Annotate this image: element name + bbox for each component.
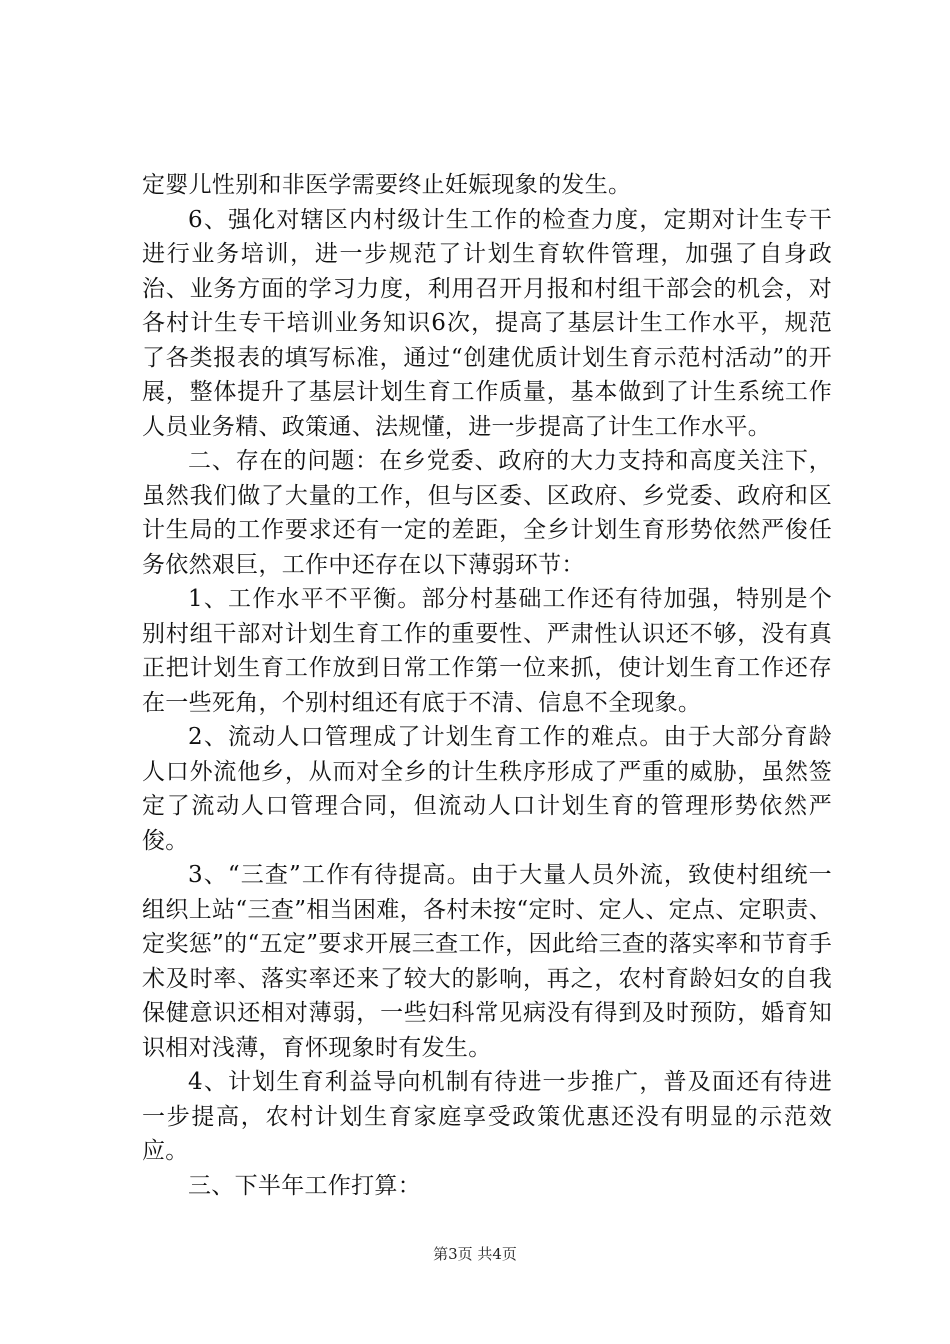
paragraph-section-3-heading: 三、下半年工作打算： <box>188 1172 421 1199</box>
paragraph-problem-1: 1、工作水平不平衡。部分村基础工作还有待加强，特别是个别村组干部对计划生育工作的重要性、严肃性认识还不够，没有真正把计划生育工作放到日常工作第一位来抓，使计划生育工作还存在一些死角，个别村组还有底于不清、信息不全现象。 <box>142 586 832 716</box>
paragraph-problem-4: 4、计划生育利益导向机制有待进一步推广，普及面还有待进一步提高，农村计划生育家庭享受政策优惠还没有明显的示范效应。 <box>142 1069 832 1164</box>
paragraph-continuation: 定婴儿性别和非医学需要终止妊娠现象的发生。 <box>142 172 632 198</box>
page-number-footer: 第3页 共4页 <box>433 1245 517 1263</box>
paragraph-section-2-heading: 二、存在的问题：在乡党委、政府的大力支持和高度关注下，虽然我们做了大量的工作，但与区委、区政府、乡党委、政府和区计生局的工作要求还有一定的差距，全乡计划生育形势依然严俊任务依然艰巨，工作中还存在以下薄弱环节： <box>142 448 832 578</box>
paragraph-problem-3: 3、“三查”工作有待提高。由于大量人员外流，致使村组统一组织上站“三查”相当困难，各村未按“定时、定人、定点、定职责、定奖惩”的“五定”要求开展三查工作，因此给三查的落实率和节育手术及时率、落实率还来了较大的影响，再之，农村育龄妇女的自我保健意识还相对薄弱，一些妇科常见病没有得到及时预防，婚育知识相对浅薄，育怀现象时有发生。 <box>142 862 832 1061</box>
paragraph-problem-2: 2、流动人口管理成了计划生育工作的难点。由于大部分育龄人口外流他乡，从而对全乡的计生秩序形成了严重的威胁，虽然签定了流动人口管理合同，但流动人口计划生育的管理形势依然严俊。 <box>142 724 832 854</box>
document-body <box>142 168 832 1203</box>
paragraph-item-6: 6、强化对辖区内村级计生工作的检查力度，定期对计生专干进行业务培训，进一步规范了计划生育软件管理，加强了自身政治、业务方面的学习力度，利用召开月报和村组干部会的机会，对各村计生专干培训业务知识6次，提高了基层计生工作水平，规范了各类报表的填写标准，通过“创建优质计划生育示范村活动”的开展，整体提升了基层计划生育工作质量，基本做到了计生系统工作人员业务精、政策通、法规懂，进一步提高了计生工作水平。 <box>142 206 832 440</box>
